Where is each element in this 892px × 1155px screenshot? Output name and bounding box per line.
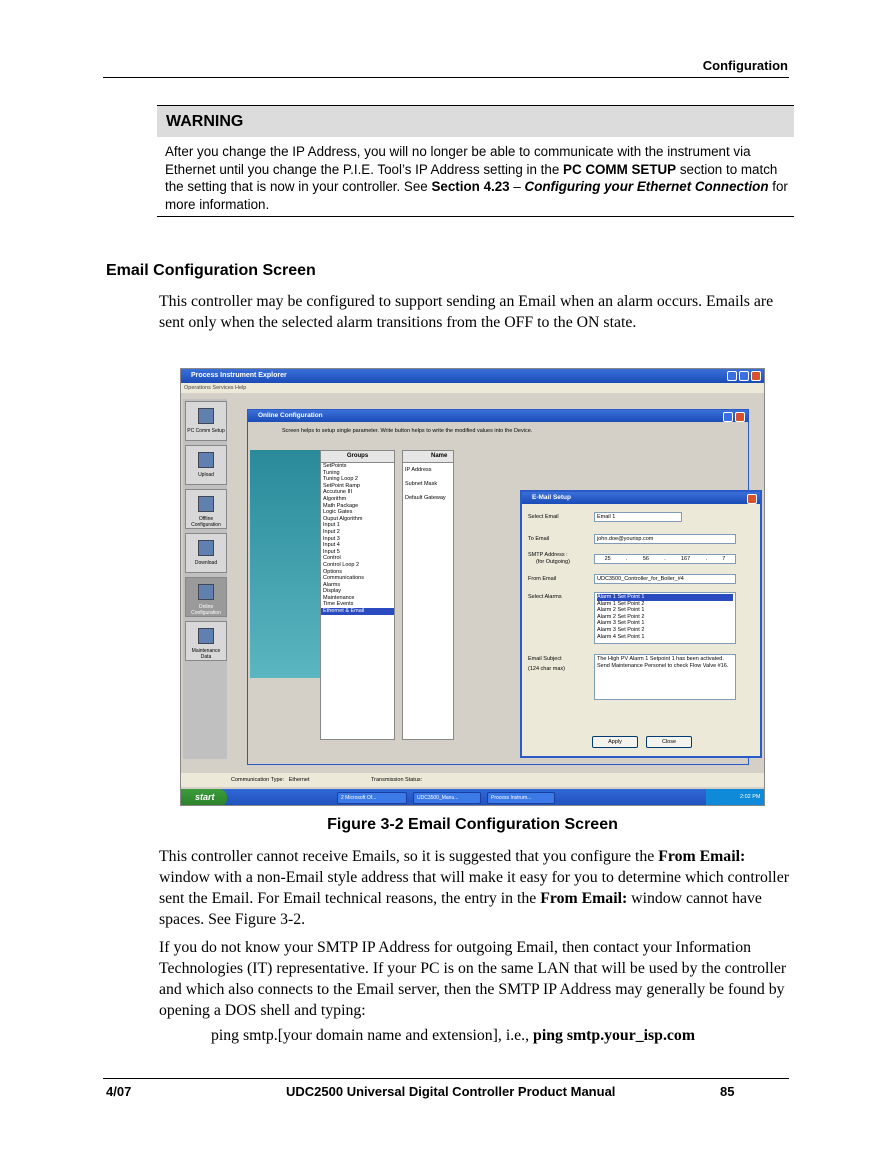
bold-from-email: From Email: (540, 890, 628, 907)
smtp-octet: 167 (681, 556, 691, 562)
close-icon[interactable] (747, 494, 757, 504)
minimize-icon[interactable] (723, 412, 733, 422)
name-items (403, 463, 453, 505)
warning-bottom-rule (157, 216, 794, 217)
smtp-address-field[interactable] (594, 554, 736, 564)
group-item[interactable]: Alarms (323, 581, 341, 588)
select-email-dropdown[interactable]: Email 1 (594, 512, 682, 522)
clock: 2:02 PM (740, 794, 761, 800)
email-setup-title-bar (522, 492, 760, 504)
group-item[interactable]: Input 1 (323, 522, 340, 529)
close-button[interactable]: Close (646, 736, 692, 748)
sidebar-item-offline-configuration[interactable] (185, 489, 227, 529)
parameter-name-list[interactable] (402, 450, 454, 740)
group-item[interactable]: Ethernet & Email (321, 608, 394, 615)
controller-illustration (250, 450, 320, 678)
parameter-name-item[interactable]: IP Address (405, 467, 432, 473)
sidebar-item-pc-comm-setup[interactable] (185, 401, 227, 441)
group-item[interactable]: Display (323, 588, 342, 595)
text-part: This controller cannot receive Emails, so it is suggested that you configure the (159, 848, 659, 865)
groups-items (321, 463, 394, 615)
group-item[interactable]: SetPoint Ramp (323, 482, 360, 489)
close-icon[interactable] (751, 371, 761, 381)
smtp-paragraph: If you do not know your SMTP IP Address for outgoing Email, then contact your Information Technologies (IT) representative. If your PC is on the same LAN that will be used by the controller and which also connects to the Email server, then the SMTP IP Address may generally be found by opening a DOS shell and typing: (159, 939, 787, 1019)
minimize-icon[interactable] (727, 371, 737, 381)
group-item[interactable]: Maintenance (323, 594, 355, 601)
group-item[interactable]: Accutune III (323, 489, 353, 496)
smtp-dot: . (626, 556, 628, 562)
email-subject-field[interactable]: The High PV Alarm 1 Setpoint 1 has been activated. Send Maintenance Personel to check Flow Valve #16. (594, 654, 736, 700)
status-comm-value: Ethernet (288, 777, 310, 783)
header-rule (103, 77, 789, 78)
warning-heading: WARNING (166, 113, 244, 130)
group-item[interactable]: Input 3 (323, 535, 340, 542)
group-item[interactable]: SetPoints (323, 463, 347, 469)
sidebar-label: Online Configuration (191, 604, 221, 616)
sidebar-label: Offline Configuration (191, 516, 221, 528)
taskbar-item[interactable]: Process Instrum... (487, 792, 555, 804)
warning-text-part: After you change the IP Address, you will no longer be able to communicate with the instrument via Ethernet until you change the P.I.E. Tool’s IP Address setting in the (165, 144, 751, 177)
app-title-bar (181, 369, 764, 383)
upload-icon (198, 452, 214, 468)
alarm-item[interactable]: Alarm 1 Set Point 2 (597, 600, 645, 607)
smtp-octet: 7 (722, 556, 726, 562)
footer-rule (103, 1078, 789, 1079)
status-comm-label: Communication Type: (231, 777, 285, 783)
sidebar-item-maintenance-data[interactable] (185, 621, 227, 661)
group-item[interactable]: Input 2 (323, 528, 340, 535)
pc-comm-icon (198, 408, 214, 424)
warning-text-part: section to match the setting that is now in your controller. See (165, 161, 778, 195)
sidebar-item-upload[interactable] (185, 445, 227, 485)
group-item[interactable]: Math Package (323, 502, 359, 509)
smtp-dot: . (664, 556, 666, 562)
online-configuration-window (247, 409, 749, 765)
to-email-field[interactable]: john.doe@yourisp.com (594, 534, 736, 544)
sidebar-label: Maintenance Data (191, 648, 221, 660)
group-item[interactable]: Input 5 (323, 548, 340, 555)
smtp-octet: 56 (642, 556, 649, 562)
smtp-octet: 25 (604, 556, 611, 562)
maintenance-icon (198, 628, 214, 644)
warning-bold-pc-comm: PC COMM SETUP (563, 161, 677, 177)
download-icon (198, 540, 214, 556)
warning-bold-italic-ref: Configuring your Ethernet Connection (524, 179, 769, 195)
apply-button[interactable]: Apply (592, 736, 638, 748)
email-subject-label: Email Subject (528, 656, 562, 662)
select-email-label: Select Email (528, 514, 559, 520)
group-item[interactable]: Control (323, 555, 341, 562)
figure-screenshot (180, 368, 765, 806)
text-part: window cannot have spaces. See Figure 3-2. (159, 890, 762, 928)
menu-bar[interactable]: Operations Services Help (181, 383, 764, 393)
start-button[interactable]: start (181, 789, 227, 806)
bold-from-email: From Email: (658, 848, 746, 865)
from-email-paragraph (159, 846, 791, 930)
group-item[interactable]: Algorithm (323, 495, 347, 502)
sidebar-label: Download (194, 560, 218, 566)
app-title: Process Instrument Explorer (191, 372, 287, 379)
close-icon[interactable] (735, 412, 745, 422)
online-config-title-bar (248, 410, 748, 422)
text-part: ping smtp.[your domain name and extension], i.e., (211, 1027, 534, 1044)
offline-config-icon (198, 496, 214, 512)
warning-bold-section: Section 4.23 (431, 179, 510, 195)
from-email-field[interactable]: UDC3500_Controller_for_Boiler_#4 (594, 574, 736, 584)
footer-title: UDC2500 Universal Digital Controller Product Manual (286, 1084, 616, 1099)
group-item[interactable]: Time Events (323, 601, 354, 608)
help-text: Screen helps to setup single parameter. Write button helps to write the modified values into the Device. (282, 428, 533, 434)
email-subject-sublabel: (124 char max) (528, 666, 565, 672)
to-email-label: To Email (528, 536, 550, 542)
email-setup-dialog (520, 490, 762, 758)
taskbar-item[interactable]: UDC3500_Manu... (413, 792, 481, 804)
alarm-item[interactable]: Alarm 1 Set Point 1 (597, 594, 733, 601)
page-header-title: Configuration (702, 58, 788, 73)
footer-page-number: 85 (720, 1084, 735, 1099)
sidebar (183, 399, 227, 759)
system-tray (706, 789, 764, 806)
sidebar-label: Upload (198, 472, 214, 478)
group-item[interactable]: Ouput Algorithm (323, 515, 363, 522)
group-item[interactable]: Tuning Loop 2 (323, 476, 358, 483)
alarm-item[interactable]: Alarm 4 Set Point 1 (597, 633, 645, 640)
smtp-address-label: SMTP Address : (528, 552, 568, 558)
alarm-item[interactable]: Alarm 3 Set Point 2 (597, 626, 645, 633)
group-item[interactable]: Input 4 (323, 542, 340, 549)
bold-ping-command: ping smtp.your_isp.com (533, 1027, 695, 1044)
smtp-dot: . (705, 556, 707, 562)
ping-example (211, 1027, 695, 1045)
taskbar-item[interactable]: 2 Microsoft Of... (337, 792, 407, 804)
footer-date: 4/07 (106, 1084, 132, 1099)
group-item[interactable]: Tuning (323, 469, 340, 476)
warning-text-part: for more information. (165, 179, 788, 212)
alarm-item[interactable]: Alarm 2 Set Point 1 (597, 607, 645, 614)
warning-heading-bar (157, 106, 794, 137)
alarm-item[interactable]: Alarm 3 Set Point 1 (597, 620, 645, 627)
name-header: Name (403, 451, 453, 463)
warning-text-part: – (509, 179, 525, 195)
sidebar-item-download[interactable] (185, 533, 227, 573)
sidebar-item-online-configuration[interactable] (185, 577, 227, 617)
alarm-item[interactable]: Alarm 2 Set Point 2 (597, 613, 645, 620)
figure-caption: Figure 3-2 Email Configuration Screen (327, 816, 618, 833)
parameter-name-item[interactable]: Default Gateway (405, 495, 446, 501)
parameter-name-item[interactable]: Subnet Mask (405, 481, 438, 487)
text-part: window with a non-Email style address that will make it easy for you to determine which controller sent the Email. For Email technical reasons, the entry in the (159, 869, 789, 907)
select-alarms-label: Select Alarms (528, 594, 562, 600)
warning-text (165, 143, 793, 213)
sidebar-label: PC Comm Setup (187, 428, 225, 434)
taskbar (181, 789, 764, 806)
smtp-address-sublabel: (for Outgoing) (536, 559, 570, 565)
group-item[interactable]: Options (323, 568, 342, 575)
group-item[interactable]: Logic Gates (323, 509, 353, 516)
status-tx-label: Transmission Status: (371, 777, 423, 783)
status-bar (181, 773, 764, 787)
maximize-icon[interactable] (739, 371, 749, 381)
group-item[interactable]: Control Loop 2 (323, 561, 360, 568)
online-config-icon (198, 584, 214, 600)
online-config-title: Online Configuration (258, 412, 323, 419)
groups-header: Groups (321, 451, 394, 463)
groups-list[interactable] (320, 450, 395, 740)
from-email-label: From Email (528, 576, 557, 582)
select-alarms-list[interactable] (594, 592, 736, 644)
section-heading: Email Configuration Screen (106, 262, 316, 279)
group-item[interactable]: Communications (323, 575, 364, 582)
email-setup-title: E-Mail Setup (532, 494, 572, 501)
intro-paragraph: This controller may be configured to support sending an Email when an alarm occurs. Emails are sent only when the selected alarm transitions from the OFF to the ON state. (159, 293, 774, 331)
